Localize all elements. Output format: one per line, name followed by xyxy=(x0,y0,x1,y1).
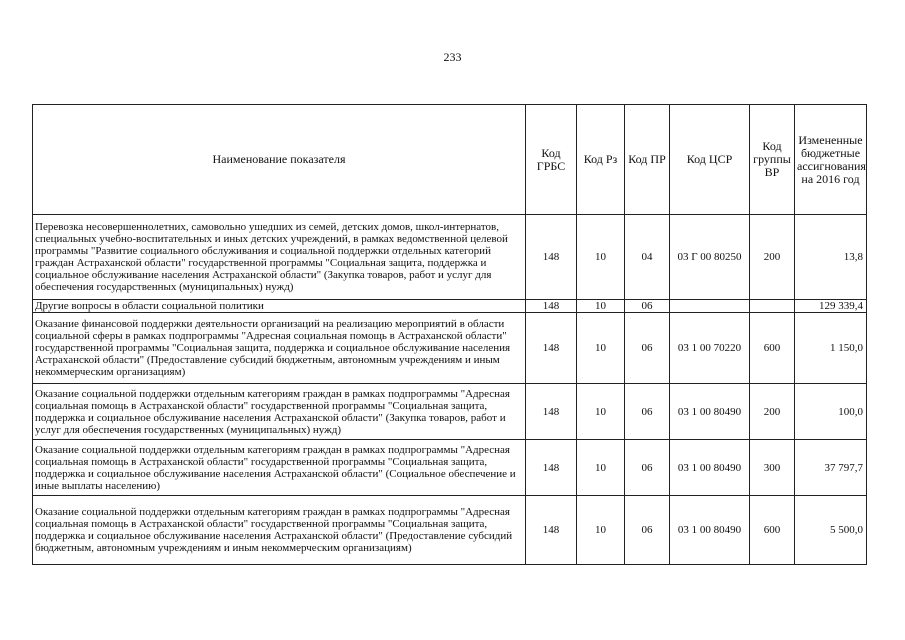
row-vr: 600 xyxy=(750,496,795,565)
row-amount: 129 339,4 xyxy=(795,300,867,313)
table-row xyxy=(33,215,867,300)
row-vr: 300 xyxy=(750,440,795,496)
header-grbs: Код ГРБС xyxy=(526,105,577,215)
row-grbs: 148 xyxy=(526,440,577,496)
row-pr: 04 xyxy=(625,215,670,300)
row-name: Оказание социальной поддержки отдельным категориям граждан в рамках подпрограммы "Адресная социальная помощь в Астраханской области" государственной программы "Социальная защита, поддержка и социальное обслуживание населения Астраханской области" (Социальное обеспечение и иные выплаты населению) xyxy=(33,440,526,496)
row-grbs: 148 xyxy=(526,313,577,384)
table-row xyxy=(33,440,867,496)
row-grbs: 148 xyxy=(526,384,577,440)
row-rz: 10 xyxy=(577,300,625,313)
row-pr: 06 xyxy=(625,496,670,565)
row-vr: 200 xyxy=(750,215,795,300)
row-csr: 03 1 00 70220 xyxy=(670,313,750,384)
row-pr: 06 xyxy=(625,384,670,440)
row-rz: 10 xyxy=(577,440,625,496)
row-name: Оказание финансовой поддержки деятельности организаций на реализацию мероприятий в области социальной сферы в рамках подпрограммы "Адресная социальная помощь в Астраханской области" государственной программы "Социальная защита, поддержка и социальное обслуживание населения Астраханской области" (Предоставление субсидий бюджетным, автономным учреждениям и иным некоммерческим организациям) xyxy=(33,313,526,384)
table-row xyxy=(33,313,867,384)
row-csr xyxy=(670,300,750,313)
row-name: Перевозка несовершеннолетних, самовольно ушедших из семей, детских домов, школ-интернатов, специальных учебно-воспитательных и иных детских учреждений, в рамках ведомственной целевой программы "Развитие социального обслуживания и социальной поддержки отдельных категорий граждан Астраханской области" государственной программы "Социальная защита, поддержка и социальное обслуживание населения Астраханской области" (Закупка товаров, работ и услуг для обеспечения государственных (муниципальных) нужд) xyxy=(33,215,526,300)
row-grbs: 148 xyxy=(526,496,577,565)
header-name: Наименование показателя xyxy=(33,105,526,215)
row-rz: 10 xyxy=(577,384,625,440)
header-vr: Код группы ВР xyxy=(750,105,795,215)
table-row xyxy=(33,496,867,565)
row-grbs: 148 xyxy=(526,215,577,300)
row-pr: 06 xyxy=(625,440,670,496)
row-csr: 03 Г 00 80250 xyxy=(670,215,750,300)
row-vr: 600 xyxy=(750,313,795,384)
header-pr: Код ПР xyxy=(625,105,670,215)
header-rz: Код Рз xyxy=(577,105,625,215)
row-pr: 06 xyxy=(625,300,670,313)
row-amount: 13,8 xyxy=(795,215,867,300)
table-row xyxy=(33,300,867,313)
table-row xyxy=(33,384,867,440)
row-vr: 200 xyxy=(750,384,795,440)
row-rz: 10 xyxy=(577,215,625,300)
row-amount: 1 150,0 xyxy=(795,313,867,384)
row-name: Оказание социальной поддержки отдельным категориям граждан в рамках подпрограммы "Адресная социальная помощь в Астраханской области" государственной программы "Социальная защита, поддержка и социальное обслуживание населения Астраханской области" (Предоставление субсидий бюджетным, автономным учреждениям и иным некоммерческим организациям) xyxy=(33,496,526,565)
row-rz: 10 xyxy=(577,496,625,565)
row-csr: 03 1 00 80490 xyxy=(670,496,750,565)
header-csr: Код ЦСР xyxy=(670,105,750,215)
row-amount: 5 500,0 xyxy=(795,496,867,565)
row-vr xyxy=(750,300,795,313)
header-amount: Измененные бюджетные ассигнования на 2016 год xyxy=(795,105,867,215)
row-amount: 100,0 xyxy=(795,384,867,440)
row-csr: 03 1 00 80490 xyxy=(670,384,750,440)
row-pr: 06 xyxy=(625,313,670,384)
row-rz: 10 xyxy=(577,313,625,384)
row-name: Оказание социальной поддержки отдельным категориям граждан в рамках подпрограммы "Адресная социальная помощь в Астраханской области" государственной программы "Социальная защита, поддержка и социальное обслуживание населения Астраханской области" (Закупка товаров, работ и услуг для обеспечения государственных (муниципальных) нужд) xyxy=(33,384,526,440)
row-amount: 37 797,7 xyxy=(795,440,867,496)
row-grbs: 148 xyxy=(526,300,577,313)
row-name: Другие вопросы в области социальной политики xyxy=(33,300,526,313)
row-csr: 03 1 00 80490 xyxy=(670,440,750,496)
page-number: 233 xyxy=(443,50,462,64)
budget-table xyxy=(32,104,867,565)
header-row xyxy=(33,105,867,215)
